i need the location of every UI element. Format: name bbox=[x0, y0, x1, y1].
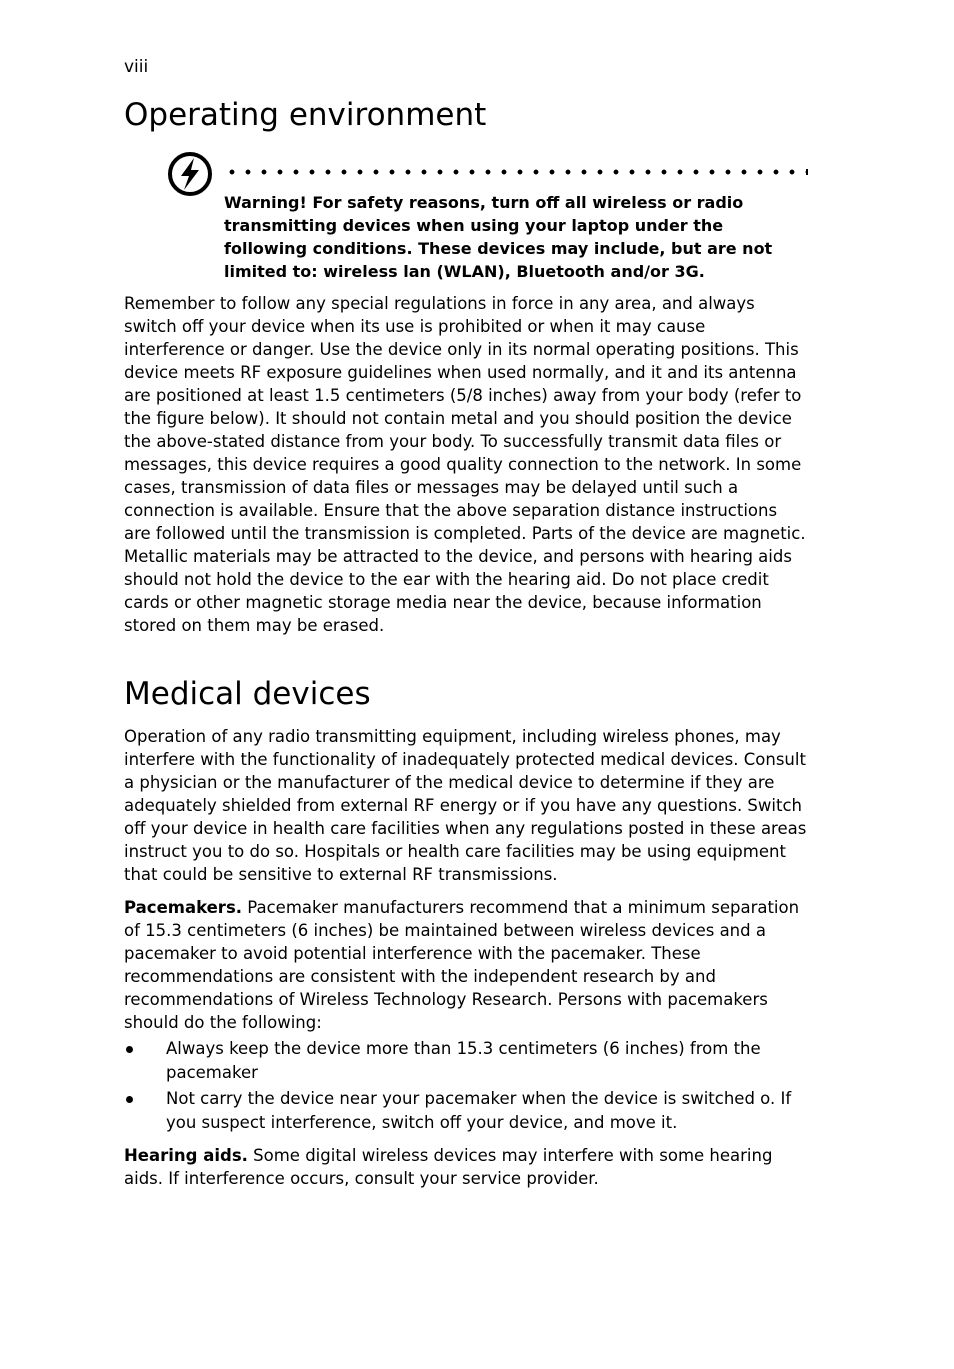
pacemaker-bullet-list bbox=[124, 1037, 808, 1135]
bullet-text: Always keep the device more than 15.3 centimeters (6 inches) from the pacemaker bbox=[166, 1039, 761, 1082]
hearing-aids-lead: Hearing aids. bbox=[124, 1146, 248, 1165]
bullet-icon bbox=[126, 1046, 133, 1053]
warning-text: Warning! For safety reasons, turn off all wireless or radio transmitting devices when using your laptop under the following conditions. These devices may include, but are not limited to: wireless lan (WLAN), Bluetooth and/or 3G. bbox=[224, 193, 773, 281]
hearing-aids-paragraph bbox=[124, 1144, 808, 1190]
hearing-aids-body: Some digital wireless devices may interfere with some hearing aids. If interference occurs, consult your service provider. bbox=[124, 1146, 773, 1188]
pacemakers-lead: Pacemakers. bbox=[124, 898, 243, 917]
section-heading-operating-environment: Operating environment bbox=[124, 97, 487, 133]
pacemakers-paragraph bbox=[124, 896, 808, 1034]
list-item bbox=[124, 1037, 808, 1085]
bullet-icon bbox=[126, 1096, 133, 1103]
medical-devices-paragraph: Operation of any radio transmitting equipment, including wireless phones, may interfere with the functionality of inadequately protected medical devices. Consult a physician or the manufacturer of the medical device to determine if they are adequately shielded from external RF energy or if you have any questions. Switch off your device in health care facilities when any regulations posted in these areas instruct you to do so. Hospitals or health care facilities may be using equipment that could be sensitive to external RF transmissions. bbox=[124, 727, 807, 884]
page-number: viii bbox=[124, 57, 149, 77]
pacemakers-body: Pacemaker manufacturers recommend that a minimum separation of 15.3 centimeters (6 inches) be maintained between wireless devices and a pacemaker to avoid potential interference with the pacemaker. These recommendations are consistent with the independent research by and recommendations of Wireless Technology Research. Persons with pacemakers should do the following: bbox=[124, 898, 800, 1032]
bullet-text: Not carry the device near your pacemaker when the device is switched o. If you suspect interference, switch off your device, and move it. bbox=[166, 1089, 792, 1132]
lightning-bolt-warning-icon bbox=[167, 151, 213, 197]
section-heading-medical-devices: Medical devices bbox=[124, 676, 371, 712]
operating-environment-paragraph: Remember to follow any special regulations in force in any area, and always switch off your device when its use is prohibited or when it may cause interference or danger. Use the device only in its normal operating positions. This device meets RF exposure guidelines when used normally, and it and its antenna are positioned at least 1.5 centimeters (5/8 inches) away from your body (refer to the figure below). It should not contain metal and you should position the device the above-stated distance from your body. To successfully transmit data files or messages, this device requires a good quality connection to the network. In some cases, transmission of data files or messages may be delayed until such a connection is available. Ensure that the above separation distance instructions are followed until the transmission is completed. Parts of the device are magnetic. Metallic materials may be attracted to the device, and persons with hearing aids should not hold the device to the ear with the hearing aid. Do not place credit cards or other magnetic storage media near the device, because information stored on them may be erased. bbox=[124, 294, 806, 635]
warning-divider bbox=[224, 169, 808, 175]
list-item bbox=[124, 1087, 808, 1135]
